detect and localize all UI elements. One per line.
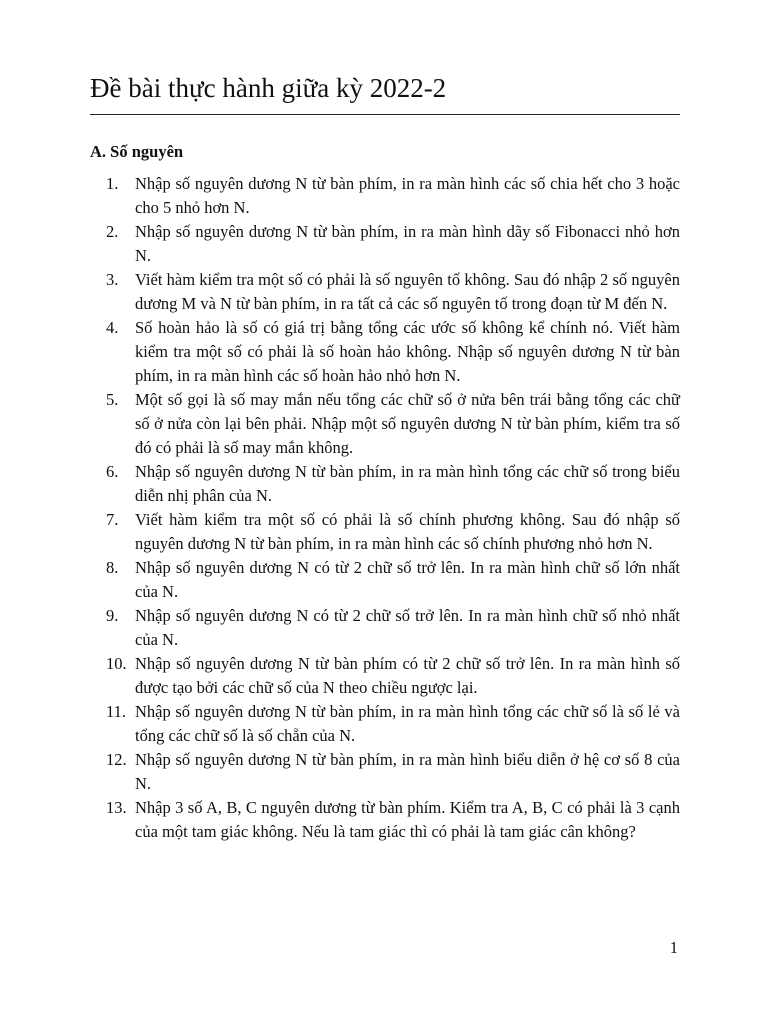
item-number: 6. — [106, 462, 119, 481]
section-heading: A. Số nguyên — [90, 142, 184, 161]
item-text: Nhập số nguyên dương N từ bàn phím có từ 2 chữ số trở lên. In ra màn hình số được tạo bởi các chữ số của N theo chiều ngược lại. — [135, 654, 680, 697]
list-item — [90, 604, 680, 652]
item-number: 9. — [106, 606, 119, 625]
list-item — [90, 556, 680, 604]
page-title: Đề bài thực hành giữa kỳ 2022-2 — [90, 73, 447, 103]
list-item — [90, 316, 680, 388]
item-text: Viết hàm kiểm tra một số có phải là số chính phương không. Sau đó nhập số nguyên dương N từ bàn phím, in ra màn hình các số chính phương nhỏ hơn N. — [135, 510, 680, 553]
item-number: 12. — [106, 750, 127, 769]
item-text: Nhập số nguyên dương N có từ 2 chữ số trở lên. In ra màn hình chữ số nhỏ nhất của N. — [135, 606, 680, 649]
list-item — [90, 508, 680, 556]
item-text: Nhập số nguyên dương N từ bàn phím, in ra màn hình biểu diễn ở hệ cơ số 8 của N. — [135, 750, 680, 793]
page-number: 1 — [669, 938, 678, 957]
item-text: Một số gọi là số may mắn nếu tổng các chữ số ở nửa bên trái bằng tổng các chữ số ở nửa còn lại bên phải. Nhập một số nguyên dương N từ bàn phím, kiểm tra số đó có phải là số may mắn không. — [135, 390, 680, 457]
list-item — [90, 652, 680, 700]
list-item — [90, 700, 680, 748]
item-text: Viết hàm kiểm tra một số có phải là số nguyên tố không. Sau đó nhập 2 số nguyên dương M và N từ bàn phím, in ra tất cả các số nguyên tố trong đoạn từ M đến N. — [135, 270, 680, 313]
item-number: 3. — [106, 270, 119, 289]
exercise-list — [90, 172, 680, 844]
list-item — [90, 388, 680, 460]
list-item — [90, 460, 680, 508]
title-divider — [90, 114, 680, 115]
item-text: Nhập số nguyên dương N từ bàn phím, in ra màn hình tổng các chữ số là số lẻ và tổng các chữ số là số chẵn của N. — [135, 702, 680, 745]
item-number: 4. — [106, 318, 119, 337]
item-number: 13. — [106, 798, 127, 817]
list-item — [90, 796, 680, 844]
item-text: Nhập số nguyên dương N từ bàn phím, in ra màn hình các số chia hết cho 3 hoặc cho 5 nhỏ hơn N. — [135, 174, 680, 217]
list-item — [90, 748, 680, 796]
item-number: 11. — [106, 702, 127, 721]
item-text: Nhập số nguyên dương N từ bàn phím, in ra màn hình tổng các chữ số trong biểu diễn nhị phân của N. — [135, 462, 680, 505]
item-number: 2. — [106, 222, 119, 241]
item-number: 8. — [106, 558, 119, 577]
item-number: 1. — [106, 174, 119, 193]
list-item — [90, 220, 680, 268]
list-item — [90, 268, 680, 316]
item-text: Nhập 3 số A, B, C nguyên dương từ bàn phím. Kiểm tra A, B, C có phải là 3 cạnh của một tam giác không. Nếu là tam giác thì có phải là tam giác cân không? — [135, 798, 680, 841]
item-number: 10. — [106, 654, 127, 673]
item-text: Số hoàn hảo là số có giá trị bằng tổng các ước số không kể chính nó. Viết hàm kiểm tra một số có phải là số hoàn hảo không. Nhập số nguyên dương N từ bàn phím, in ra màn hình các số hoàn hảo nhỏ hơn N. — [135, 318, 680, 385]
item-text: Nhập số nguyên dương N từ bàn phím, in ra màn hình dãy số Fibonacci nhỏ hơn N. — [135, 222, 680, 265]
item-number: 5. — [106, 390, 119, 409]
item-text: Nhập số nguyên dương N có từ 2 chữ số trở lên. In ra màn hình chữ số lớn nhất của N. — [135, 558, 680, 601]
item-number: 7. — [106, 510, 119, 529]
list-item — [90, 172, 680, 220]
